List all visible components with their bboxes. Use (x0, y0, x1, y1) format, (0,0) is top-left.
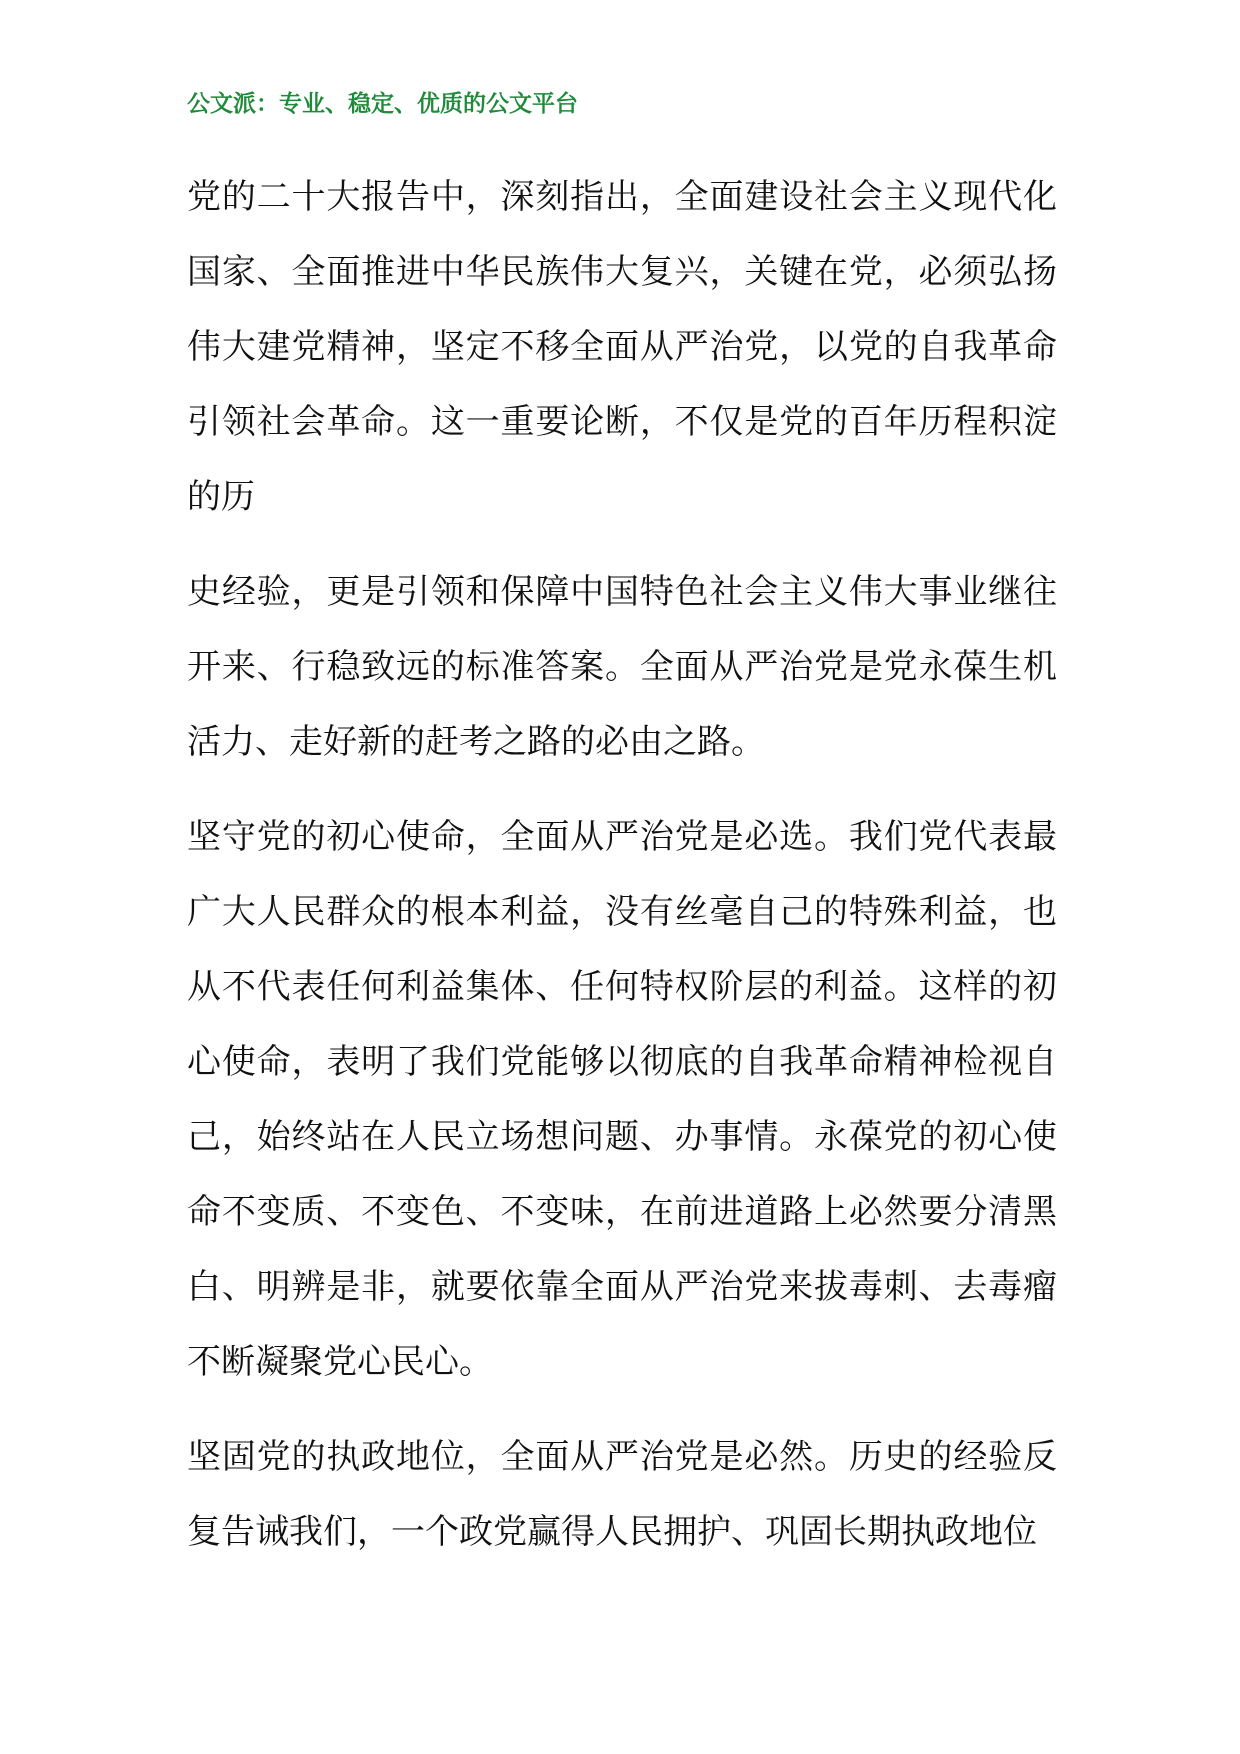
header-title: 公文派：专业、稳定、优质的公文平台 (187, 91, 578, 117)
paragraph-2: 史经验，更是引领和保障中国特色社会主义伟大事业继往开来、行稳致远的标准答案。全面从严治党是党永葆生机活力、走好新的赶考之路的必由之路。 (187, 572, 1057, 762)
paragraph-4: 坚固党的执政地位，全面从严治党是必然。历史的经验反复告诫我们，一个政党赢得人民拥护、巩固长期执政地位 (187, 1437, 1057, 1552)
document-body (187, 160, 1057, 1570)
paragraph-3: 坚守党的初心使命，全面从严治党是必选。我们党代表最广大人民群众的根本利益，没有丝毫自己的特殊利益，也从不代表任何利益集体、任何特权阶层的利益。这样的初心使命，表明了我们党能够以彻底的自我革命精神检视自己，始终站在人民立场想问题、办事情。永葆党的初心使命不变质、不变色、不变味，在前进道路上必然要分清黑白、明辨是非，就要依靠全面从严治党来拔毒刺、去毒瘤不断凝聚党心民心。 (187, 817, 1057, 1382)
paragraph-1: 党的二十大报告中，深刻指出，全面建设社会主义现代化国家、全面推进中华民族伟大复兴，关键在党，必须弘扬伟大建党精神，坚定不移全面从严治党，以党的自我革命引领社会革命。这一重要论断，不仅是党的百年历程积淀的历 (187, 177, 1057, 517)
